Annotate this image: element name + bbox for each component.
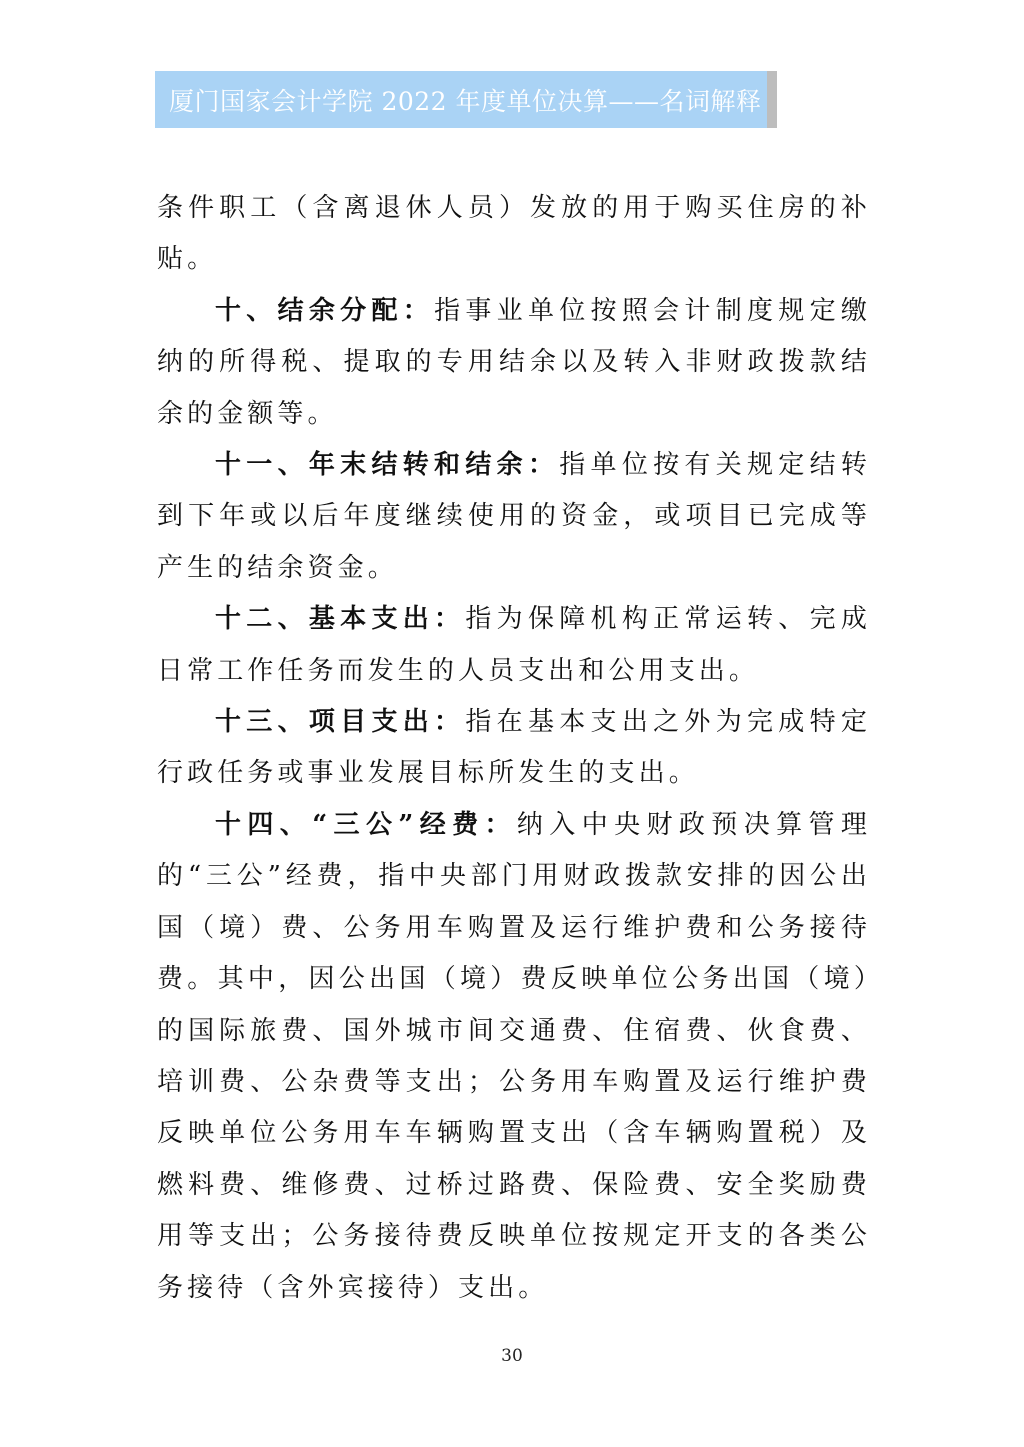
paragraph-basic-expenditure [157,594,871,697]
paragraph-three-public-expenses [157,800,871,1314]
paragraph-continuation [157,183,871,286]
paragraph-term: 十二、基本支出： [215,604,466,635]
header-banner [155,71,767,128]
paragraph-term: 十、结余分配： [215,295,435,326]
paragraph-term: 十一、年末结转和结余： [215,450,560,481]
paragraph-project-expenditure [157,697,871,800]
header-banner-shadow [767,71,777,128]
paragraph-year-end-carryover [157,440,871,594]
page-number: 30 [501,1346,523,1366]
paragraph-text: 指为保障机构正常运转、完成日常工作任务而发生的人员支出和公用支出。 [157,604,871,686]
paragraph-text: 条件职工（含离退休人员）发放的用于购买住房的补贴。 [157,193,871,275]
paragraph-text: 指单位按有关规定结转到下年或以后年度继续使用的资金，或项目已完成等产生的结余资金。 [157,450,871,583]
paragraph-text: 指事业单位按照会计制度规定缴纳的所得税、提取的专用结余以及转入非财政拨款结余的金额等。 [157,295,871,429]
page-title: 厦门国家会计学院 2022 年度单位决算——名词解释 [169,86,762,116]
paragraph-surplus-distribution [157,286,871,440]
paragraph-text: 纳入中央财政预决算管理的“三公”经费，指中央部门用财政拨款安排的因公出国（境）费、公务用车购置及运行维护费和公务接待费。其中，因公出国（境）费反映单位公务出国（境）的国际旅费、国外城市间交通费、住宿费、伙食费、培训费、公杂费等支出；公务用车购置及运行维护费反映单位公务用车车辆购置支出（含车辆购置税）及燃料费、维修费、过桥过路费、保险费、安全奖励费用等支出；公务接待费反映单位按规定开支的各类公务接待（含外宾接待）支出。 [157,809,871,1303]
paragraph-term: 十四、“三公”经费： [215,809,517,840]
paragraph-term: 十三、项目支出： [215,707,466,738]
document-body [157,183,871,1314]
paragraph-text: 指在基本支出之外为完成特定行政任务或事业发展目标所发生的支出。 [157,707,871,789]
